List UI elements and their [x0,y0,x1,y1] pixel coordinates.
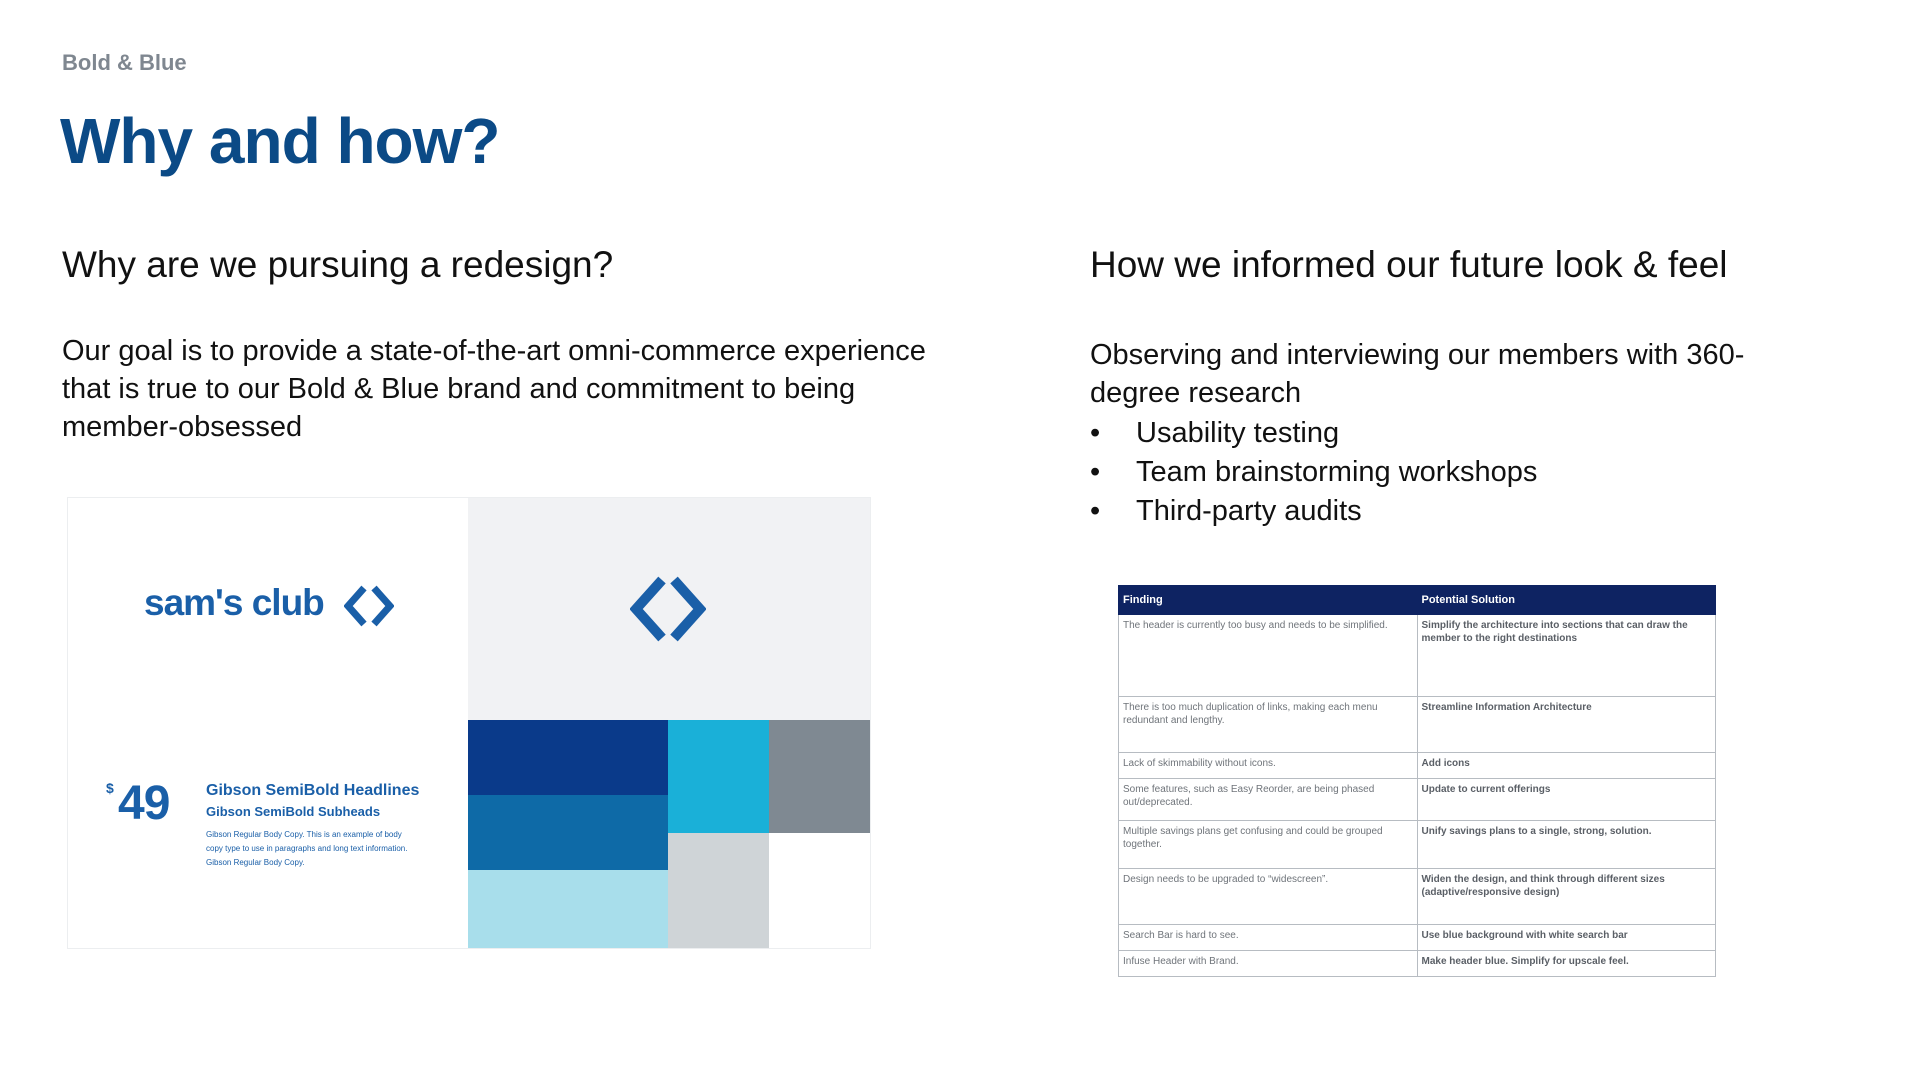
logo-wordmark: sam's club [144,582,324,623]
color-swatch [769,833,870,948]
price-currency: $ [106,780,114,796]
subhead-sample: Gibson SemiBold Subheads [206,804,381,819]
list-item: • Team brainstorming workshops [1090,453,1810,491]
color-swatch [668,833,769,948]
table-row [1119,615,1716,697]
table-row [1119,821,1716,869]
price-amount: 49 [118,777,170,830]
column-header-solution: Potential Solution [1417,586,1716,615]
brand-board [67,497,871,949]
goal-text: Our goal is to provide a state-of-the-art omni-commerce experience that is true to our Bold & Blue brand and commitment to being member-obsessed [62,335,926,443]
research-block [1090,336,1810,531]
findings-table [1118,585,1716,977]
solution-cell: Unify savings plans to a single, strong, solution. [1417,821,1716,869]
finding-cell: Multiple savings plans get confusing and could be grouped together. [1119,821,1418,869]
list-item: • Third-party audits [1090,492,1810,530]
color-swatch [468,720,668,795]
color-swatch [468,795,668,870]
left-heading: Why are we pursuing a redesign? [62,244,614,285]
list-item: • Usability testing [1090,414,1810,452]
table-row [1119,753,1716,779]
body-copy-sample: Gibson Regular Body Copy. This is an example of body copy type to use in paragraphs and long text information. Gibson Regular Body Copy. [206,830,408,867]
finding-cell: Some features, such as Easy Reorder, are being phased out/deprecated. [1119,779,1418,821]
color-swatch [468,870,668,948]
spark-large-icon [630,576,706,642]
right-heading: How we informed our future look & feel [1090,244,1728,285]
table-row [1119,869,1716,925]
solution-cell: Update to current offerings [1417,779,1716,821]
solution-cell: Use blue background with white search bar [1417,925,1716,951]
finding-cell: There is too much duplication of links, making each menu redundant and lengthy. [1119,697,1418,753]
color-swatch [668,720,769,833]
headline-sample: Gibson SemiBold Headlines [206,782,420,799]
table-row [1119,925,1716,951]
bullet-glyph: • [1090,495,1101,527]
bullet-glyph: • [1090,456,1101,488]
slide-title: Why and how? [60,105,500,177]
table-header-row [1119,586,1716,615]
table-row [1119,951,1716,977]
finding-cell: Infuse Header with Brand. [1119,951,1418,977]
brand-logo [144,582,324,624]
solution-cell: Widen the design, and think through different sizes (adaptive/responsive design) [1417,869,1716,925]
solution-cell: Streamline Information Architecture [1417,697,1716,753]
finding-cell: Lack of skimmability without icons. [1119,753,1418,779]
research-method-list [1090,414,1810,530]
solution-cell: Make header blue. Simplify for upscale feel. [1417,951,1716,977]
finding-cell: Design needs to be upgraded to “widescreen”. [1119,869,1418,925]
solution-cell: Simplify the architecture into sections that can draw the member to the right destinations [1417,615,1716,697]
solution-cell: Add icons [1417,753,1716,779]
color-swatch [769,720,870,833]
finding-cell: The header is currently too busy and needs to be simplified. [1119,615,1418,697]
bullet-glyph: • [1090,417,1101,449]
brand-logo-panel [68,498,468,720]
table-row [1119,697,1716,753]
brand-spark-panel [468,498,870,720]
research-intro: Observing and interviewing our members with 360-degree research [1090,339,1745,409]
spark-small-icon [344,584,394,628]
finding-cell: Search Bar is hard to see. [1119,925,1418,951]
slide-eyebrow: Bold & Blue [62,50,187,75]
typography-panel [68,720,468,948]
table-row [1119,779,1716,821]
column-header-finding: Finding [1119,586,1418,615]
